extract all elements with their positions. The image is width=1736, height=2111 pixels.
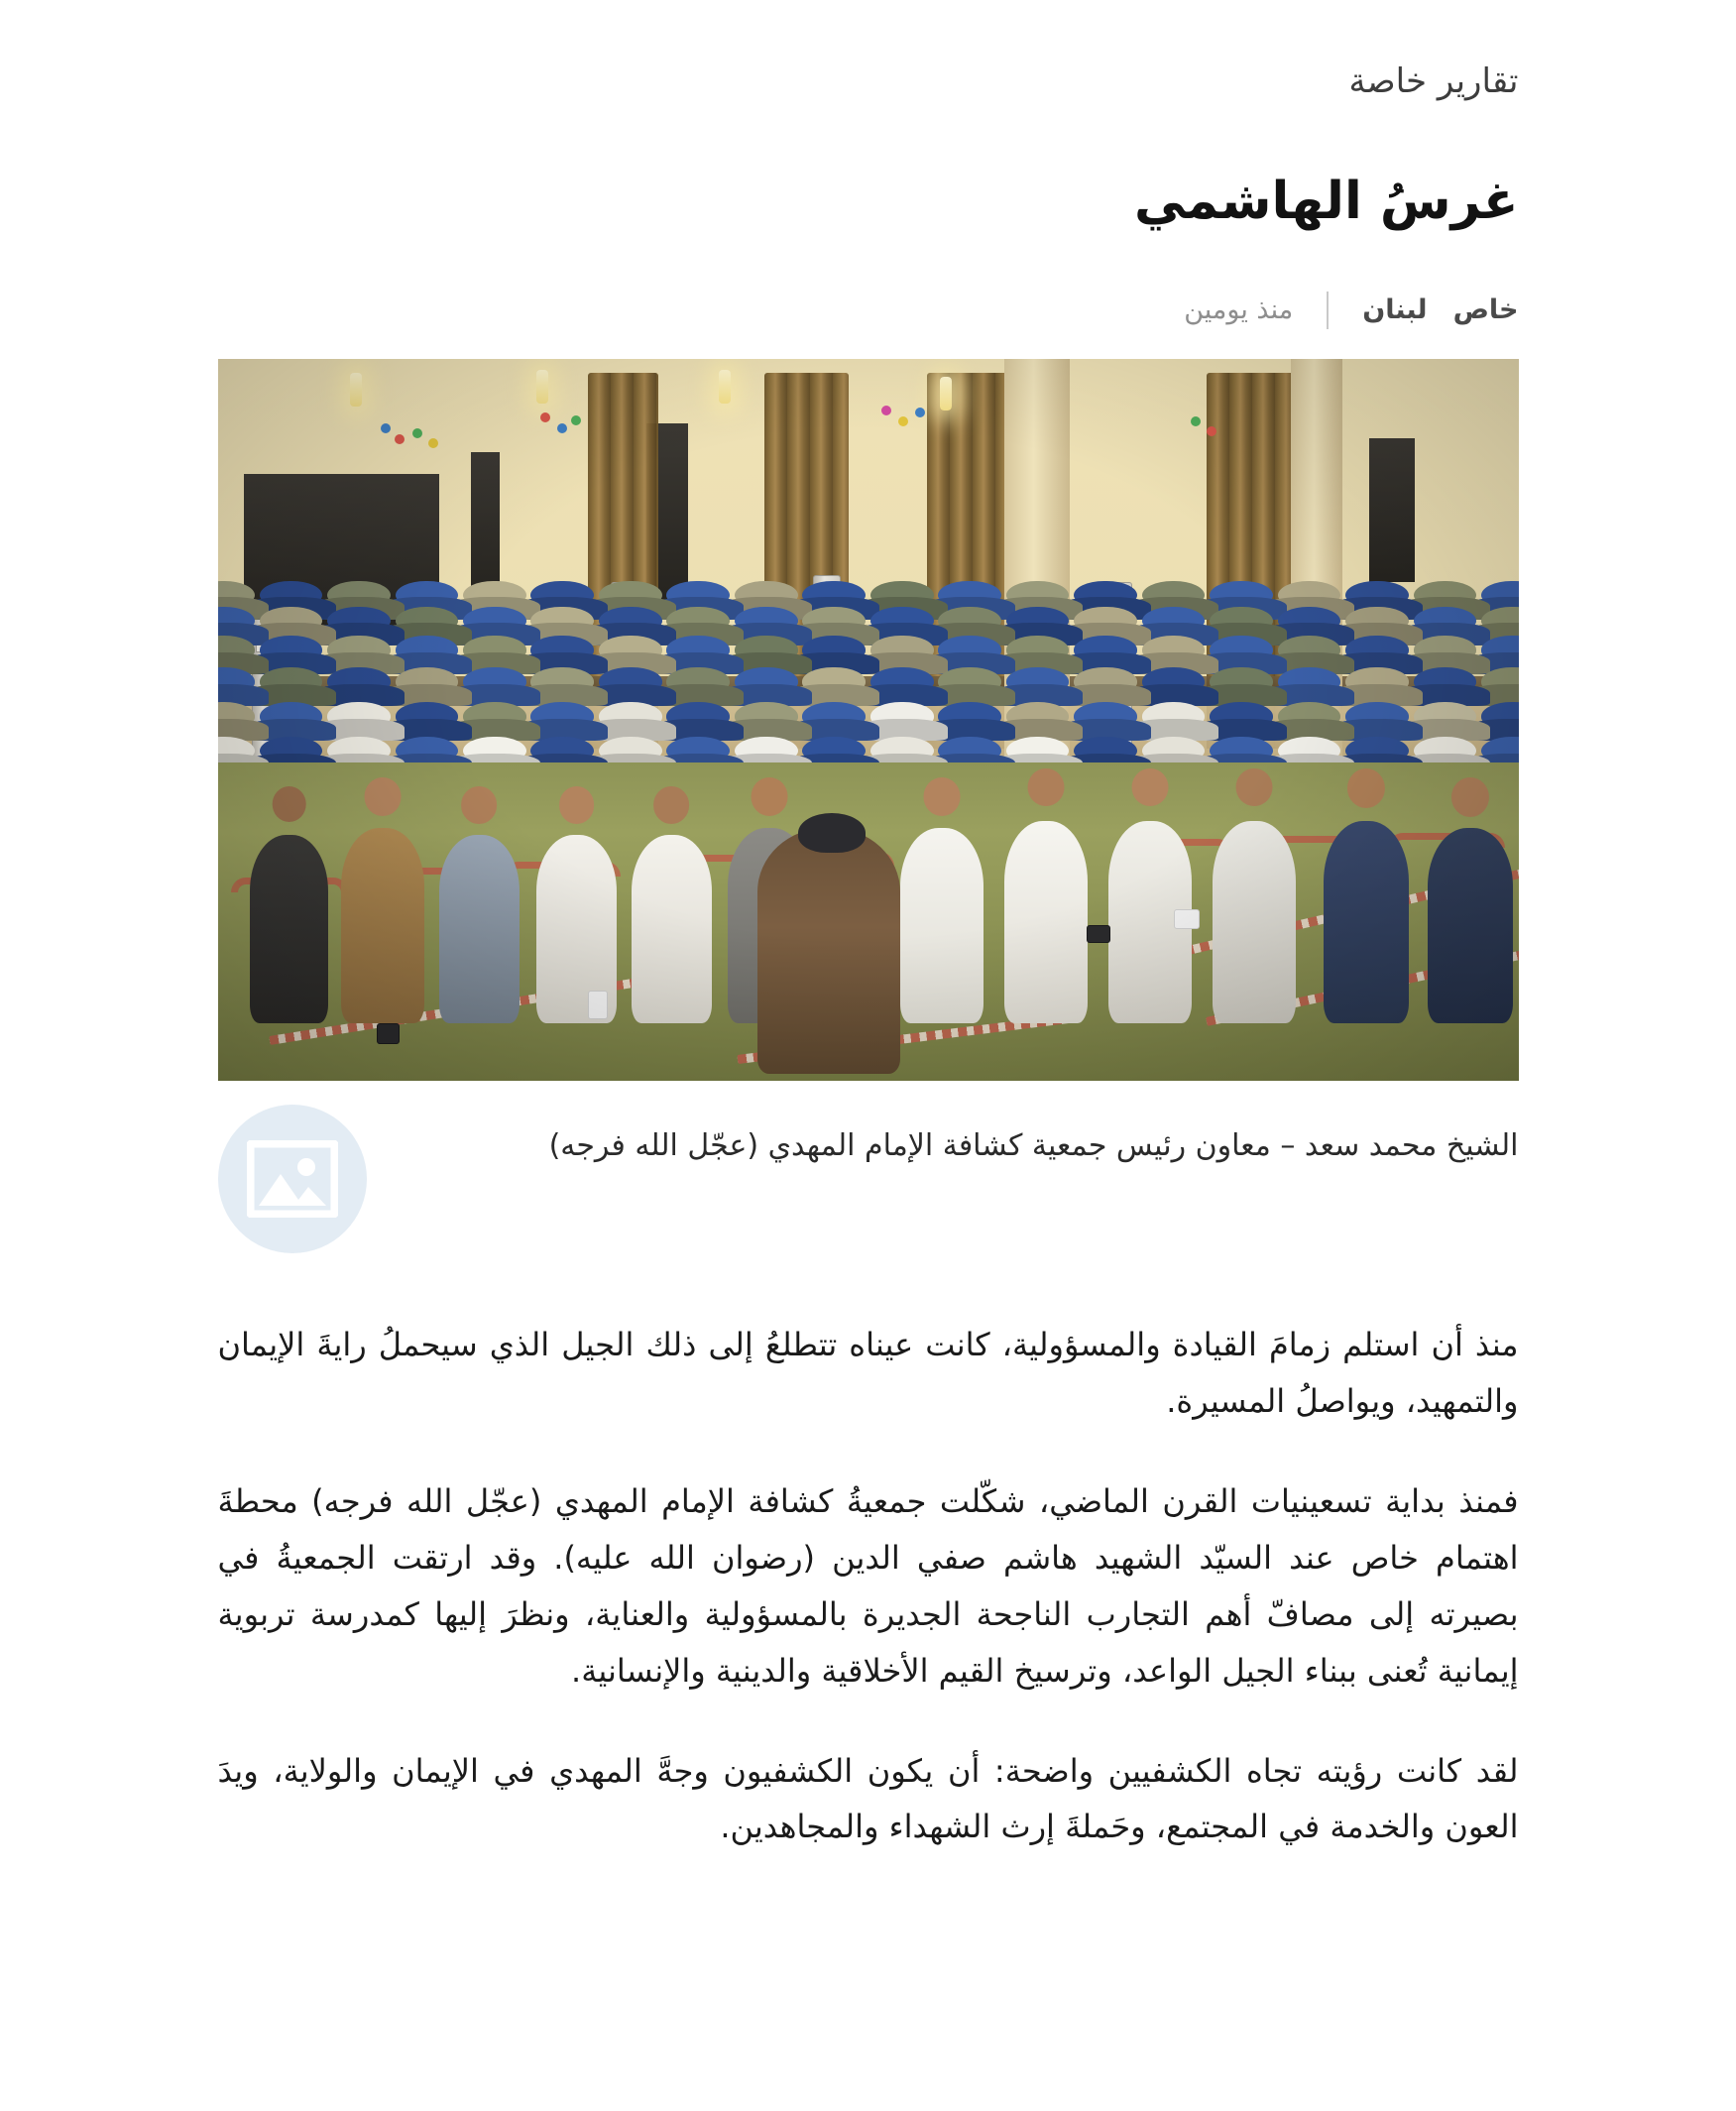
ceiling-lamp bbox=[719, 370, 731, 404]
crowd-row bbox=[218, 737, 1519, 762]
body-paragraph: منذ أن استلم زمامَ القيادة والمسؤولية، كانت عيناه تتطلعُ إلى ذلك الجيل الذي سيحملُ رايةَ الإيمان والتمهيد، ويواصلُ المسيرة. bbox=[217, 1325, 1519, 1420]
cleric-figure bbox=[757, 828, 900, 1074]
seated-person bbox=[632, 835, 712, 1022]
seated-person bbox=[900, 828, 984, 1023]
phone-on-carpet bbox=[1174, 909, 1200, 929]
page-title: غرسُ الهاشمي bbox=[1133, 171, 1519, 231]
ceiling-lamp bbox=[940, 377, 952, 410]
meta-timestamp: منذ يومين bbox=[1184, 294, 1294, 326]
crowd-row bbox=[218, 607, 1519, 633]
article-figure bbox=[218, 359, 1519, 1081]
article-meta bbox=[218, 292, 1519, 329]
seated-person bbox=[1213, 821, 1296, 1023]
crowd-row bbox=[218, 667, 1519, 693]
hanging-decoration bbox=[898, 416, 908, 426]
figure-caption-area bbox=[218, 1122, 1519, 1261]
meta-source[interactable]: خاص bbox=[1452, 294, 1519, 326]
body-paragraph: فمنذ بداية تسعينيات القرن الماضي، شكّلت جمعيةُ كشافة الإمام المهدي (عجّل الله فرجه) محطةَ اهتمام خاص عند السيّد الشهيد هاشم صفي الدين (رضوان الله عليه). وقد ارتقت الجمعيةُ في بصيرته إلى مصافّ أهم التجارب الناجحة الجديرة بالمسؤولية والعناية، ونظرَ إليها كمدرسة تربوية إيمانية تُعنى ببناء الجيل الواعد، وترسيخ القيم الأخلاقية والدينية والإنسانية. bbox=[217, 1481, 1519, 1690]
meta-location[interactable]: لبنان bbox=[1362, 294, 1428, 326]
hanging-decoration bbox=[412, 428, 422, 438]
meta-divider bbox=[1327, 292, 1329, 329]
ceiling-lamp bbox=[536, 370, 548, 404]
hanging-decoration bbox=[1191, 416, 1201, 426]
body-paragraph: لقد كانت رؤيته تجاه الكشفيين واضحة: أن يكون الكشفيون وجهَّ المهدي في الإيمان والولاية، ويدَ العون والخدمة في المجتمع، وحَملةَ إرث الشهداء والمجاهدين. bbox=[217, 1751, 1519, 1846]
seated-person bbox=[341, 828, 424, 1023]
article-header bbox=[218, 0, 1519, 329]
seated-person bbox=[439, 835, 520, 1022]
seated-person bbox=[1428, 828, 1514, 1023]
image-placeholder-icon bbox=[218, 1105, 367, 1253]
crowd-row bbox=[218, 581, 1519, 607]
crowd-row bbox=[218, 636, 1519, 661]
wall-window bbox=[1369, 438, 1415, 583]
turban bbox=[798, 813, 866, 853]
seated-person bbox=[1324, 821, 1410, 1023]
phone-on-carpet bbox=[377, 1023, 401, 1045]
hanging-decoration bbox=[381, 423, 391, 433]
seated-person bbox=[250, 835, 328, 1022]
hanging-decoration bbox=[571, 415, 581, 425]
figure-caption: الشيخ محمد سعد – معاون رئيس جمعية كشافة الإمام المهدي (عجّل الله فرجه) bbox=[548, 1127, 1519, 1163]
phone-on-carpet bbox=[1087, 925, 1110, 944]
seated-person bbox=[1004, 821, 1088, 1023]
hanging-decoration bbox=[428, 438, 438, 448]
phone-on-carpet bbox=[588, 991, 608, 1019]
hanging-decoration bbox=[881, 406, 891, 415]
category-kicker[interactable]: تقارير خاصة bbox=[1348, 61, 1519, 101]
hanging-decoration bbox=[915, 408, 925, 417]
hanging-decoration bbox=[1207, 426, 1216, 436]
article-photo[interactable] bbox=[218, 359, 1519, 1081]
crowd-row bbox=[218, 702, 1519, 728]
ceiling-lamp bbox=[350, 373, 362, 407]
article-body bbox=[218, 1261, 1519, 1896]
meta-source-group bbox=[1362, 294, 1518, 325]
